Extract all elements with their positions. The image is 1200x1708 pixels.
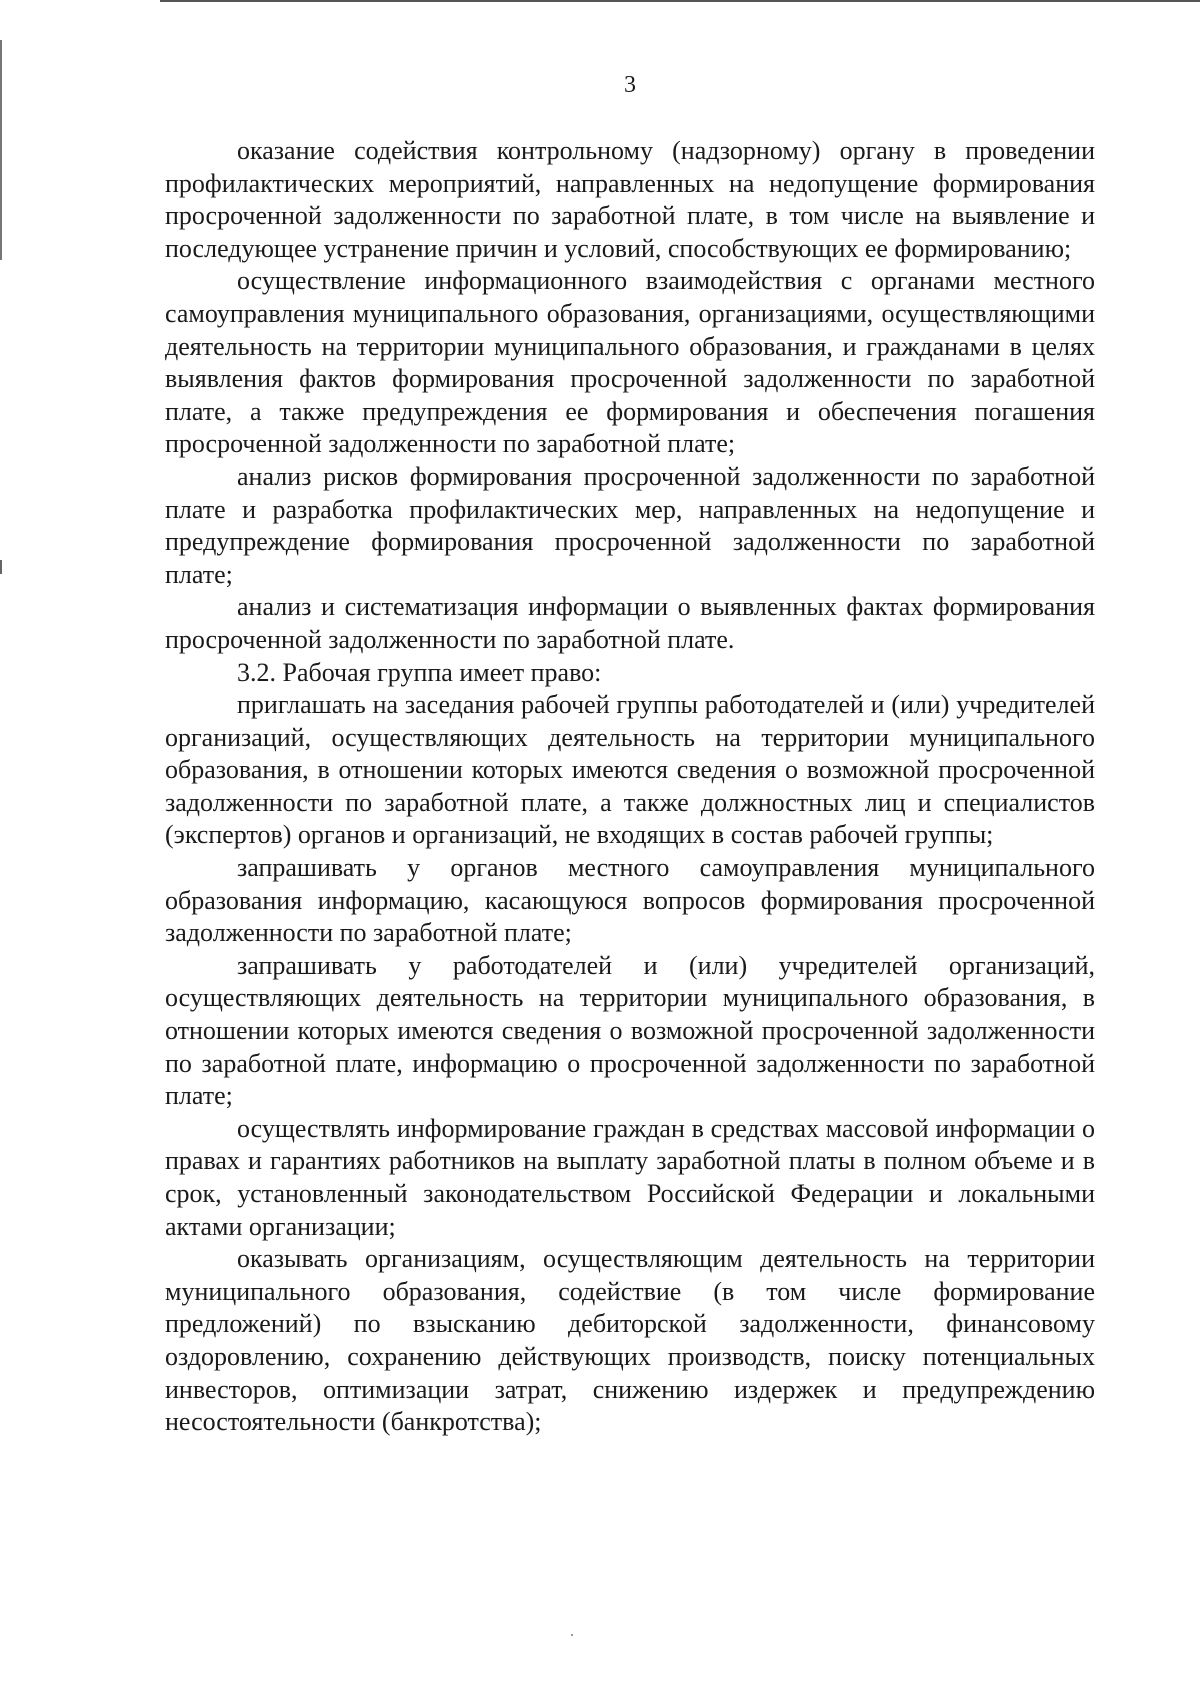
paragraph-consultation: оказание содействия контрольному (надзорному) органу в проведении профилактических мероприятий, направленных на недопущение формирования просроченной задолженности по заработной плате, в том числе на выявление и последующее устранение причин и условий, способствующих ее формированию; bbox=[165, 136, 1095, 263]
paragraph-risk-analysis: анализ рисков формирования просроченной задолженности по заработной плате и разработка профилактических мер, направленных на недопущение и предупреждение формирования просроченной задолженности по заработной плате; bbox=[165, 461, 1095, 589]
paragraph-inform-citizens: осуществлять информирование граждан в средствах массовой информации о правах и гарантиях работников на выплату заработной платы в полном объеме и в срок, установленный законодательством Российской Федерации и локальными актами организации; bbox=[165, 1113, 1095, 1241]
paragraph-systematization: анализ и систематизация информации о выявленных фактах формирования просроченной задолженности по заработной плате. bbox=[165, 592, 1095, 654]
document-body bbox=[165, 135, 1095, 1439]
scan-border-top bbox=[160, 0, 1200, 2]
paragraph-invite: приглашать на заседания рабочей группы работодателей и (или) учредителей организаций, осуществляющих деятельность на территории муниципального образования, в отношении которых имеются сведения о возможной просроченной задолженности по заработной плате, а также должностных лиц и специалистов (экспертов) органов и организаций, не входящих в состав рабочей группы; bbox=[165, 690, 1095, 850]
section-heading-3-2: 3.2. Рабочая группа имеет право: bbox=[237, 657, 602, 687]
paragraph-information-exchange: осуществление информационного взаимодействия с органами местного самоуправления муниципального образования, организациями, осуществляющими деятельность на территории муниципального образования, и гражданами в целях выявления фактов формирования просроченной задолженности по заработной плате, а также предупреждения ее формирования и обеспечения погашения просроченной задолженности по заработной плате; bbox=[165, 266, 1095, 459]
page-number: 3 bbox=[624, 72, 636, 98]
scan-mark bbox=[0, 560, 2, 574]
paragraph-request-employers: запрашивать у работодателей и (или) учредителей организаций, осуществляющих деятельность на территории муниципального образования, в отношении которых имеются сведения о возможной просроченной задолженности по заработной плате, информацию о просроченной задолженности по заработной плате; bbox=[165, 950, 1095, 1111]
scan-speck bbox=[571, 1634, 573, 1636]
paragraph-request-local-government: запрашивать у органов местного самоуправления муниципального образования информацию, касающуюся вопросов формирования просроченной задолженности по заработной плате; bbox=[165, 853, 1095, 948]
paragraph-assist-organizations: оказывать организациям, осуществляющим деятельность на территории муниципального образования, содействие (в том числе формирование предложений) по взысканию дебиторской задолженности, финансовому оздоровлению, сохранению действующих производств, поиску потенциальных инвесторов, оптимизации затрат, снижению издержек и предупреждению несостоятельности (банкротства); bbox=[165, 1244, 1095, 1437]
